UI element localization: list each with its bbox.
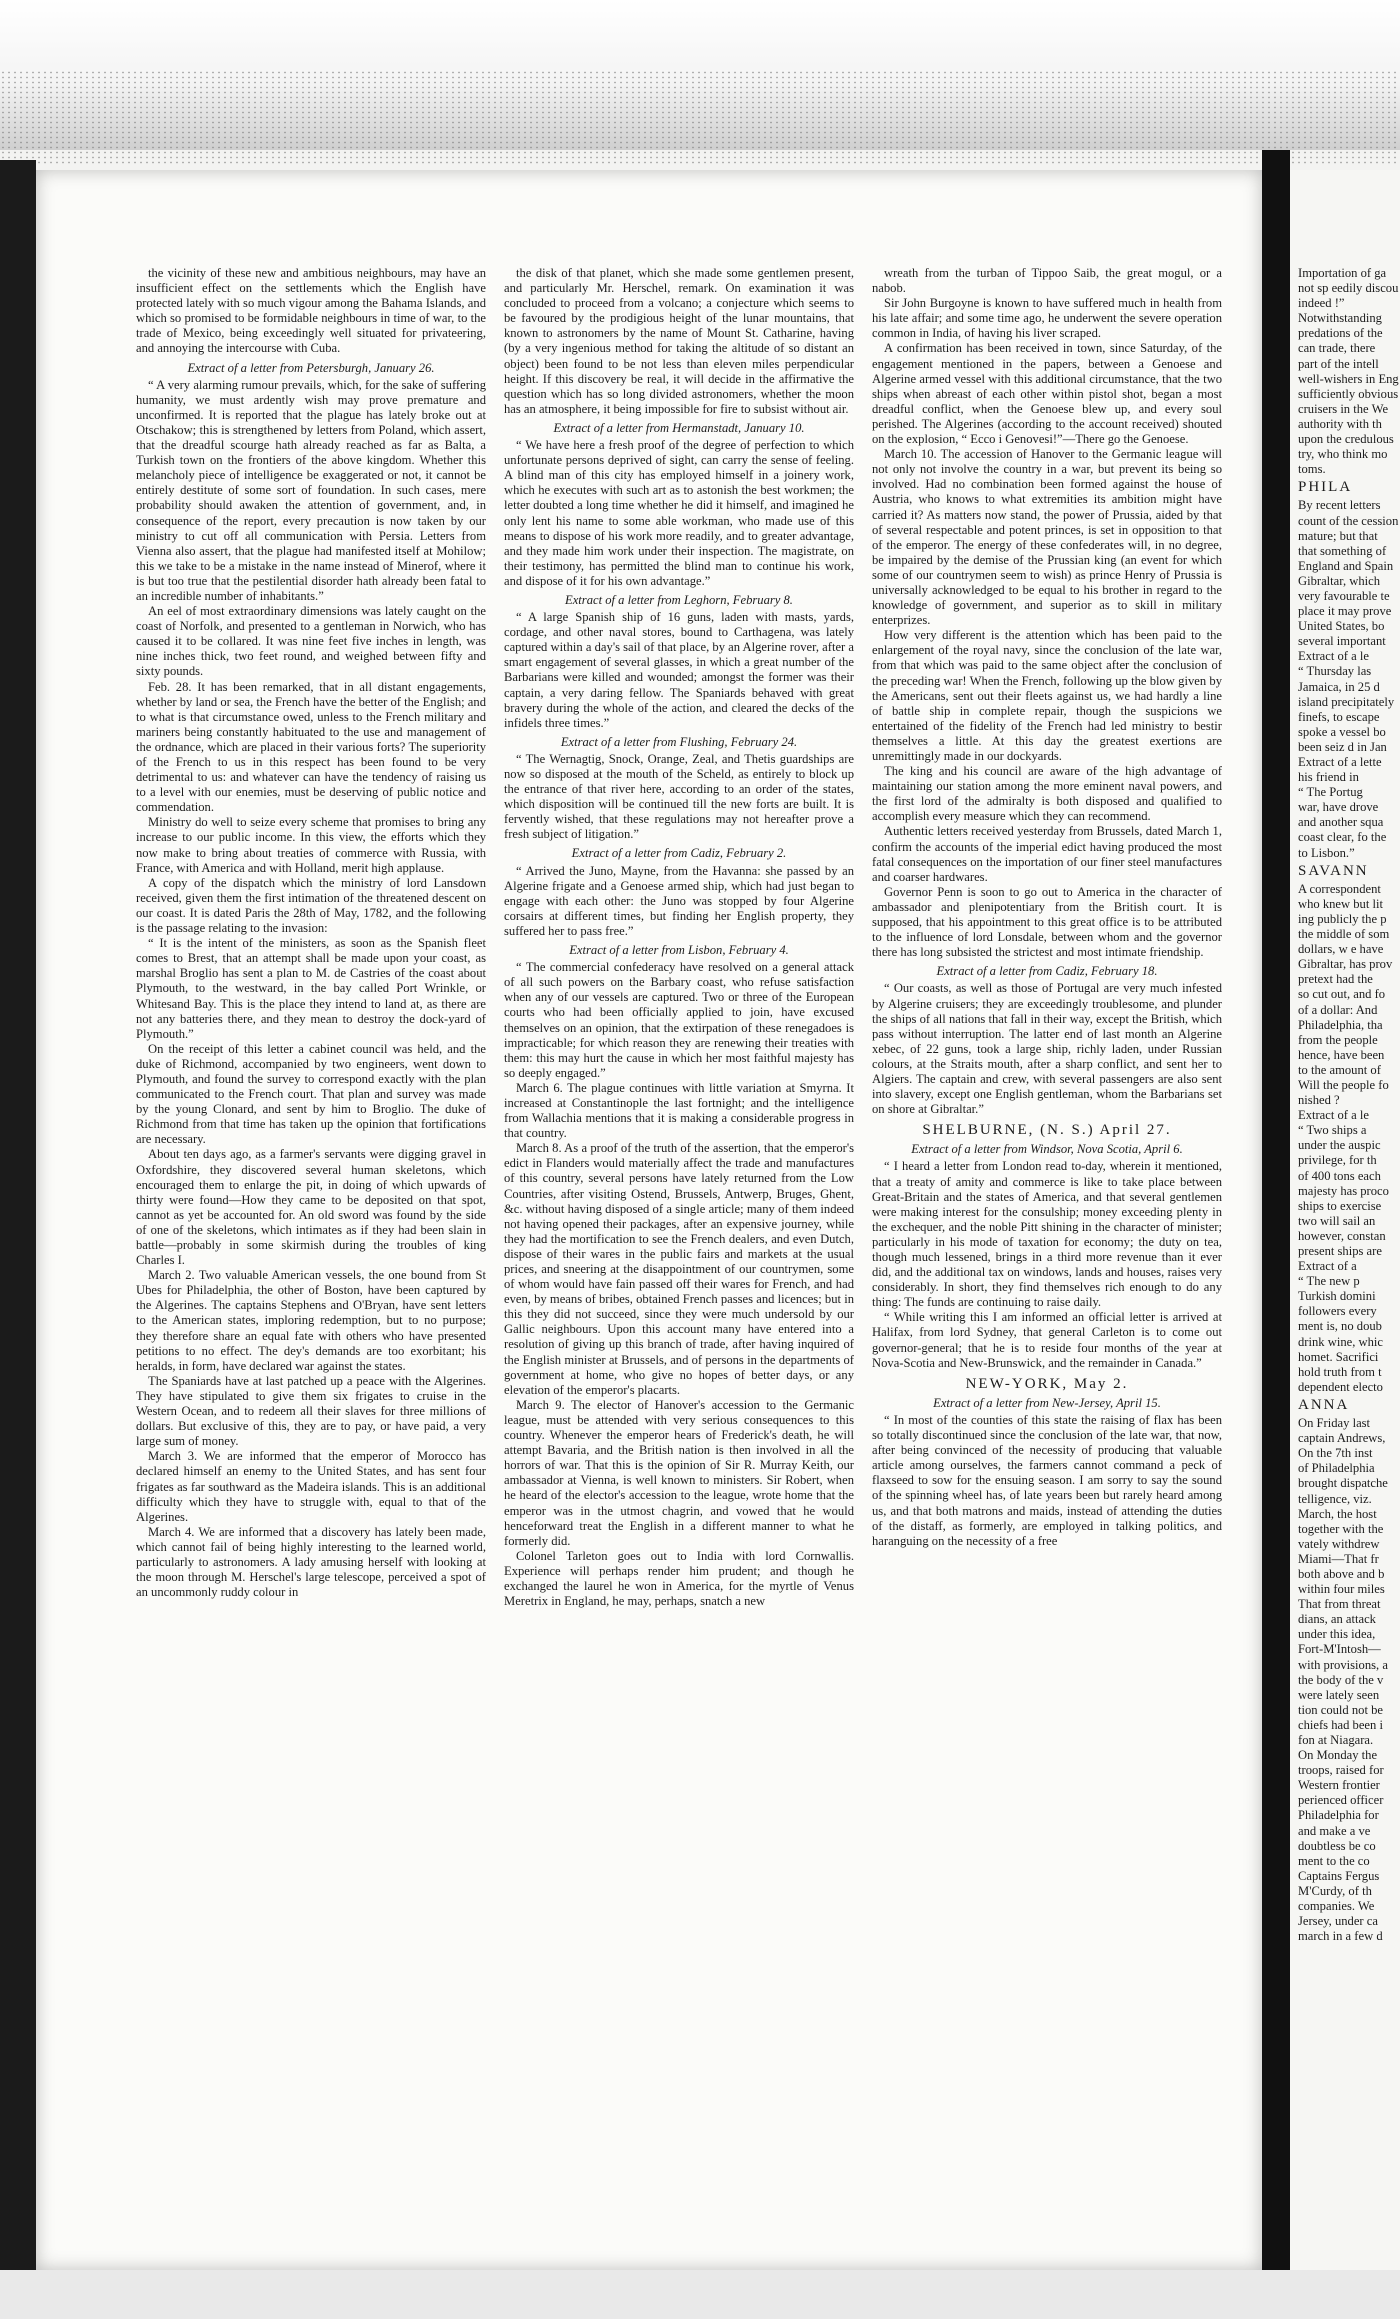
column-1 [136, 266, 486, 2250]
fragment-line: two will sail an [1298, 1213, 1376, 1228]
fragment-line: of 400 tons each [1298, 1168, 1381, 1183]
article-paragraph: “ The Wernagtig, Snock, Orange, Zeal, and Thetis guardships are now so disposed at the mouth of the Scheld, as entirely to block up the entrance of that river here, according to an order of the states, which disposition will be continued till the new forts are built. It is fervently wished, that these regulations may not hereafter prove a fresh subject of litigation.” [504, 751, 854, 842]
fragment-line: companies. We [1298, 1899, 1375, 1914]
article-paragraph: “ The commercial confederacy have resolved on a general attack of all such powers on the Barbary coast, who refuse satisfaction when any of our vessels are captured. Two or three of the European courts who had been officially applied to join, have excused themselves on an opinion, that the extirpation of these renegadoes is impracticable; for which reason they are renewing their treaties with them: this may hurt the cause in which her most faithful majesty has so deeply engaged.” [504, 960, 854, 1080]
fragment-line: were lately seen [1298, 1687, 1380, 1702]
fragment-line: to the amount of [1298, 1062, 1381, 1077]
fragment-line: present ships are [1298, 1244, 1382, 1258]
article-paragraph: “ We have here a fresh proof of the degree of perfection to which unfortunate persons deprived of sight, can carry the sense of feeling. A blind man of this city has employed himself in a joinery work, which he executes with such art as to astonish the best workmen; the letter doubted a long time whether he did it himself, and imagined he only lent his name to some able workman, who made use of this means to dispose of his work more readily, and to greater advantage, and they made him work under their inspection. The magistrate, on their testimony, has permitted the blind man to continue his work, and dispose of it for his own advantage.” [504, 438, 854, 588]
scan-left-edge [0, 160, 36, 2270]
fragment-line: Fort-M'Intosh— [1298, 1642, 1381, 1657]
fragment-line: dependent electo [1298, 1379, 1383, 1394]
article-paragraph: Sir John Burgoyne is known to have suffered much in health from his late affair; and some time ago, he underwent the severe operation common in India, of having his liver scraped. [872, 296, 1222, 341]
fragment-line: war, have drove [1298, 800, 1379, 815]
fragment-line: fon at Niagara. [1298, 1733, 1374, 1747]
fragment-line: majesty has proco [1298, 1183, 1389, 1198]
article-paragraph: “ It is the intent of the ministers, as soon as the Spanish fleet comes to Brest, that an attempt shall be made upon your coast, as marshal Broglio has sent a plan to M. de Castries of the coast about Plymouth, to the westward, in the bay called Port Wrinkle, or Whitesand Bay. This is the place they intend to land at, as there are not any batteries there, and they mean to destroy the dock-yard of Plymouth.” [136, 936, 486, 1041]
fragment-line: under the auspic [1298, 1138, 1381, 1153]
article-paragraph: “ Our coasts, as well as those of Portugal are very much infested by Algerine cruisers; they are exceedingly troublesome, and plunder the ships of all nations that fall in their way, except the British, which pass without interruption. The latter end of last month an Algerine xebec, of 22 guns, took a large ship, richly laden, under Russian colours, at the Straits mouth, after a sharp conflict, and sent her to Algiers. The captain and crew, with several passengers are also sent into slavery, except one English gentleman, whom the Barbarians set on shore at Gibraltar.” [872, 981, 1222, 1117]
column-2 [504, 266, 854, 2250]
fragment-line: brought dispatche [1298, 1476, 1388, 1491]
fragment-line: Miami—That fr [1298, 1551, 1379, 1566]
fragment-line: well-wishers in Eng [1298, 371, 1399, 386]
fragment-line: to Lisbon.” [1298, 845, 1355, 860]
fragment-line: dollars, w e have [1298, 942, 1384, 957]
fragment-line: finefs, to escape [1298, 709, 1380, 724]
fragment-line: within four miles [1298, 1582, 1385, 1597]
article-paragraph: On the receipt of this letter a cabinet council was held, and the duke of Richmond, accompanied by two engineers, went down to Plymouth, and found the survey to correspond exactly with the plan communicated to the French court. That plan and survey was made by the young Clonard, and sent by him to Broglio. The duke of Richmond from that time has taken up the opinion that fortifications are necessary. [136, 1041, 486, 1147]
fragment-line: upon the credulous [1298, 432, 1394, 447]
fragment-line: the middle of som [1298, 927, 1390, 942]
fragment-line: nished ? [1298, 1093, 1340, 1108]
fragment-line: perienced officer [1298, 1793, 1384, 1808]
article-paragraph: The king and his council are aware of the high advantage of maintaining our station among the more eminent naval powers, and the first lord of the admiralty is both disposed and qualified to accomplish every measure which they can recommend. [872, 764, 1222, 824]
fragment-line: Turkish domini [1298, 1289, 1376, 1304]
fragment-line: hold truth from t [1298, 1364, 1382, 1379]
extract-heading: Extract of a letter from Petersburgh, January 26. [187, 360, 435, 375]
fragment-line: of Philadelphia [1298, 1461, 1375, 1476]
article-paragraph: the disk of that planet, which she made some gentlemen present, and particularly Mr. Herschel, remark. On examination it was concluded to proceed from a volcano; a conjecture which seems to be favoured by the prodigious height of the lunar mountains, that known to astronomers by the name of Mount St. Catharine, having (by a very ingenious method for taking the altitude of so distant an object) been found to be not less than eleven miles perpendicular height. If this discovery be real, it will decide in the affirmative the question which has so long divided astronomers, whether the moon has an atmosphere, it being impossible for fire to subsist without air. [504, 266, 854, 416]
fragment-line: Philadelphia for [1298, 1808, 1379, 1823]
article-paragraph: How very different is the attention which has been paid to the enlargement of the royal navy, since the conclusion of the late war, from that which was paid to the same object after the conclusion of the preceding war! When the French, following up the blow given by the Americans, sent out their fleets against us, we had hardly a line of battle ship in complete repair, though the suspicions we entertained of the fidelity of the French had led ministry to bestir themselves a little. At this day the greatest exertions are unremittingly made in our dockyards. [872, 628, 1222, 763]
fragment-line: can trade, there [1298, 341, 1376, 356]
fragment-line: Philadelphia, tha [1298, 1017, 1383, 1032]
article-paragraph: Colonel Tarleton goes out to India with lord Cornwallis. Experience will perhaps render him prudent; and though he exchanged the laurel he won in America, for the myrtle of Venus Meretrix in England, he may, perhaps, snatch a new [504, 1548, 854, 1609]
fragment-line: followers every [1298, 1304, 1377, 1319]
fragment-line: ships to exercise [1298, 1198, 1382, 1213]
fragment-line: try, who think mo [1298, 447, 1388, 462]
fragment-line: privilege, for th [1298, 1153, 1377, 1168]
article-paragraph: March 2. Two valuable American vessels, the one bound from St Ubes for Philadelphia, the other of Boston, have been captured by the Algerines. The captains Stephens and O'Bryan, have sent letters to the American states, imploring redemption, but to no purpose; they therefore share an equal fate with others who have presented petitions to no effect. The dey's demands are too exorbitant; his heralds, in form, have declared war against the states. [136, 1268, 486, 1373]
fragment-line: however, constan [1298, 1228, 1386, 1243]
fragment-line: that something of [1298, 543, 1387, 558]
fragment-line: ment is, no doub [1298, 1319, 1382, 1334]
fragment-line: part of the intell [1298, 356, 1379, 371]
fragment-line: hence, have been [1298, 1047, 1385, 1062]
fragment-line: A correspondent [1298, 881, 1381, 896]
adjacent-page-edge [1290, 170, 1400, 2270]
fragment-line: count of the cession [1298, 513, 1399, 528]
extract-heading: Extract of a letter from Flushing, February 24. [560, 734, 798, 749]
fragment-line: Importation of ga [1298, 266, 1387, 280]
fragment-line: “ Thursday las [1298, 664, 1372, 679]
fragment-line: not sp eedily discou [1298, 281, 1399, 296]
fragment-line: pretext had the [1298, 972, 1373, 987]
fragment-line: Extract of a le [1298, 649, 1369, 664]
fragment-line: toms. [1298, 462, 1326, 477]
fragment-line: authority with th [1298, 416, 1382, 431]
fragment-line: vately withdrew [1298, 1536, 1380, 1551]
fragment-line: march in a few d [1298, 1929, 1383, 1944]
extract-heading: Extract of a letter from Cadiz, February 18. [936, 964, 1158, 979]
article-paragraph: A copy of the dispatch which the ministry of lord Lansdown received, given them the first intimation of the threatened descent on our coast. It is dated Paris the 28th of May, 1782, and the following is the passage relating to the invasion: [136, 875, 486, 936]
fragment-line: chiefs had been i [1298, 1717, 1383, 1732]
fragment-line: Captains Fergus [1298, 1868, 1380, 1883]
fragment-line: United States, bo [1298, 619, 1385, 634]
extract-heading: Extract of a letter from Leghorn, February 8. [565, 592, 793, 607]
fragment-line: both above and b [1298, 1566, 1385, 1581]
fragment-line: On Monday the [1298, 1748, 1378, 1763]
fragment-line: “ The Portug [1298, 785, 1363, 800]
fragment-line: PHILA [1298, 479, 1353, 496]
fragment-line: spoke a vessel bo [1298, 724, 1386, 739]
fragment-line: On Friday last [1298, 1416, 1371, 1431]
fragment-line: “ Two ships a [1298, 1123, 1367, 1138]
fragment-line: of a dollar: And [1298, 1002, 1378, 1017]
fragment-line: Extract of a le [1298, 1108, 1369, 1123]
article-paragraph: March 9. The elector of Hanover's accession to the Germanic league, must be attended with very serious consequences to this country. Whenever the emperor hears of Frederick's death, he will attempt Bavaria, and the British nation is then involved in all the horrors of war. That this is the opinion of Sir R. Murray Keith, our ambassador at Vienna, is well known to ministers. Sir Robert, when he heard of the elector's accession to the league, wrote home that the emperor was in the utmost chagrin, and vowed that he would henceforward treat the English in a different manner to what he formerly did. [504, 1397, 854, 1548]
binding-gutter [1262, 150, 1290, 2275]
fragment-line: Will the people fo [1298, 1077, 1389, 1092]
fragment-line: and make a ve [1298, 1823, 1371, 1838]
article-paragraph: “ A large Spanish ship of 16 guns, laden with masts, yards, cordage, and other naval stores, bound to Carthagena, was lately captured within a day's sail of that place, by an Algerine rover, after a smart engagement of several glasses, in which a great number of the Barbarians were killed and wounded; amongst the former was their captain, a very daring fellow. The Spaniards behaved with great bravery during the whole of the action, and cleared the decks of the infidels three times.” [504, 610, 854, 730]
article-paragraph: A confirmation has been received in town, since Saturday, of the engagement mentioned in the papers, between a Genoese and Algerine armed vessel with this additional circumstance, that the two ships when abreast of each other within pistol shot, began a most dreadful conflict, when the Genoese blew up, and every soul perished. The Algerines (according to the account received) shouted on the explosion, “ Ecco i Genovesi!”—There go the Genoese. [872, 341, 1222, 447]
fragment-line: with provisions, a [1298, 1657, 1388, 1672]
fragment-line: dians, an attack [1298, 1612, 1376, 1627]
fragment-line: the body of the v [1298, 1672, 1384, 1687]
fragment-line: Notwithstanding [1298, 311, 1382, 326]
article-paragraph: “ A very alarming rumour prevails, which, for the sake of suffering humanity, we must ardently wish may prove premature and unconfirmed. It is reported that the plague has lately broke out at Otschakow; this is strengthened by letters from Poland, which assert, that the dreadful scourge hath already reached as far as Balta, a Turkish town on the frontiers of the above kingdom. Whether this melancholy piece of intelligence be exaggerated or not, it cannot be entirely destitute of some sort of foundation. In such cases, mere probability should awaken the attention of government, and, in consequence of the report, every precaution is now taken by our ministry to cut off all communication with Persia. Letters from Vienna also assert, that the plague had manifested itself at Mohilow; this we take to be a mistake in the name instead of Minerof, where it is but too true that the pestilential disorder hath already been fatal to an incredible number of inhabitants.” [136, 377, 486, 603]
fragment-line: so cut out, and fo [1298, 987, 1386, 1002]
fragment-line: under this idea, [1298, 1627, 1376, 1642]
fragment-line: M'Curdy, of th [1298, 1883, 1372, 1898]
fragment-line: tion could not be [1298, 1702, 1383, 1717]
fragment-line: Jersey, under ca [1298, 1914, 1378, 1929]
fragment-line: together with the [1298, 1521, 1384, 1536]
fragment-line: been seiz d in Jan [1298, 739, 1387, 754]
fragment-line: telligence, viz. [1298, 1491, 1372, 1506]
fragment-line: England and Spain [1298, 558, 1394, 573]
fragment-line: cruisers in the We [1298, 401, 1389, 416]
fragment-line: ANNA [1298, 1396, 1350, 1413]
article-paragraph: Feb. 28. It has been remarked, that in all distant engagements, whether by land or sea, the French have the better of the English; and to what is that circumstance owed, unless to the French military and mariners being constantly habituated to the use and management of the ordnance, which are placed in their various forts? The superiority of the French to us in this respect has been found to be very detrimental to us: and whatever can have the tendency of raising us to a level with our enemies, must be deserving of public notice and commendation. [136, 679, 486, 815]
dateline-heading: NEW-YORK, May 2. [965, 1375, 1129, 1392]
scan-bottom-margin [0, 2270, 1400, 2319]
fragment-line: Jamaica, in 25 d [1298, 679, 1380, 694]
fragment-line: sufficiently obvious [1298, 386, 1399, 401]
fragment-line: his friend in [1298, 770, 1359, 785]
fragment-line: “ The new p [1298, 1274, 1360, 1289]
fragment-line: homet. Sacrifici [1298, 1349, 1379, 1364]
fragment-line: very favourable te [1298, 588, 1390, 603]
article-paragraph: March 10. The accession of Hanover to the Germanic league will not only not involve the country in a war, but prevent its being so involved. Had no combination been formed against the house of Austria, who knows to what extremities its ambition might have carried it? As matters now stand, the power of Prussia, aided by that of several respectable and potent princes, is set in opposition to that of the emperor. The energy of these confederates will, in no degree, be impaired by the demise of the Prussian king (an event for which some of our countrymen seem to wish) as prince Henry of Prussia is universally acknowledged to be equal to his brother in regard to the knowledge of government, and superior as to skill in military enterprizes. [872, 447, 1222, 628]
fragment-line: Gibraltar, has prov [1298, 957, 1393, 972]
fragment-line: troops, raised for [1298, 1763, 1384, 1778]
article-paragraph: March 8. As a proof of the truth of the assertion, that the emperor's edict in Flanders would materially affect the trade and manufactures of this country, several persons have lately returned from the Low Countries, after visiting Ostend, Brussels, Antwerp, Bruges, Ghent, &c. without having disposed of a single article; many of them indeed not having opened their packages, after an expensive journey, while they had the mortification to see the French dealers, and even Dutch, dispose of their wares in the public fairs and markets at the usual prices, and sneering at the disappointment of our countrymen, some of whom would have fain passed off their wares for French, and had even, by means of bribes, obtained French passes and licences; but in this they did not succeed, since they were much undersold by our Gallic neighbours. Upon this account many have entered into a resolution of giving up this branch of trade, after having inquired of the English minister at Brussels, and of persons in the departments of government at home, who give no hopes of better days, or any elevation of the emperor's placarts. [504, 1141, 854, 1397]
extract-heading: Extract of a letter from Lisbon, February 4. [569, 943, 789, 958]
fragment-line: predations of the [1298, 326, 1383, 341]
fragment-line: and another squa [1298, 815, 1384, 830]
extract-heading: Extract of a letter from Windsor, Nova Scotia, April 6. [911, 1142, 1183, 1157]
fragment-line: By recent letters [1298, 498, 1381, 513]
fragment-line: Gibraltar, which [1298, 573, 1381, 588]
fragment-line: doubtless be co [1298, 1838, 1376, 1853]
fragment-line: Extract of a lette [1298, 755, 1382, 769]
extract-heading: Extract of a letter from Cadiz, February 2. [571, 846, 787, 861]
article-paragraph: the vicinity of these new and ambitious neighbours, may have an insufficient effect on the settlements which the English have protected lately with so much vigour among the Bahama Islands, and which so promised to be formidable neighbours in time of war, to the trade of Mexico, being exceedingly well situated for privateering, and annoying the intercourse with Cuba. [136, 266, 486, 356]
fragment-line: drink wine, whic [1298, 1334, 1383, 1349]
fragment-line: place it may prove [1298, 604, 1392, 619]
fragment-line: That from threat [1298, 1597, 1381, 1612]
fragment-line: indeed !” [1298, 296, 1345, 311]
column-3 [872, 266, 1222, 2250]
fragment-line: March, the host [1298, 1506, 1377, 1521]
fragment-line: Western frontier [1298, 1778, 1380, 1793]
fragment-line: several important [1298, 634, 1386, 649]
fragment-line: who knew but lit [1298, 896, 1384, 911]
fragment-line: captain Andrews, [1298, 1431, 1386, 1446]
extract-heading: Extract of a letter from New-Jersey, April 15. [933, 1395, 1161, 1410]
fragment-line: island precipitately [1298, 694, 1395, 709]
fragment-line: SAVANN [1298, 862, 1369, 879]
article-paragraph: “ In most of the counties of this state the raising of flax has been so totally discontinued since the conclusion of the late war, that now, after being convinced of the necessity of producing that valuable article among ourselves, the farmers cannot command a peck of flaxseed to sow for the ensuing season. I am sorry to say the sound of the spinning wheel has, of late years been but rarely heard among us, and that both matrons and maids, instead of attending the duties of the distaff, as formerly, are employed in talking politics, and haranguing on the necessity of a free [872, 1412, 1222, 1548]
dateline-heading: SHELBURNE, (N. S.) April 27. [922, 1122, 1172, 1139]
fragment-line: ment to the co [1298, 1853, 1370, 1868]
fragment-line: Extract of a [1298, 1259, 1357, 1274]
article-paragraph: Governor Penn is soon to go out to America in the character of ambassador and plenipotentiary from the British court. It is supposed, that his appointment to this great office is to be attributed to the influence of lord Lonsdale, between whom and the governor there has long subsisted the strictest and most intimate friendship. [872, 884, 1222, 960]
article-paragraph: About ten days ago, as a farmer's servants were digging gravel in Oxfordshire, they discovered several human skeletons, which encouraged them to enlarge the pit, in doing of which upwards of thirty were found—How they came to be deposited on that spot, cannot as yet be accounted for. An old sword was found by the side of one of the skeletons, which intimates as if they had been slain in battle—probably in some skirmish during the troubles of king Charles I. [136, 1147, 486, 1268]
article-paragraph: March 3. We are informed that the emperor of Morocco has declared himself an enemy to the United States, and has sent four frigates as far southward as the Madeira islands. This is an additional difficulty which they have to struggle with, equal to that of the Algerines. [136, 1449, 486, 1524]
fragment-line: ing publicly the p [1298, 911, 1387, 926]
article-paragraph: An eel of most extraordinary dimensions was lately caught on the coast of Norfolk, and presented to a gentleman in Norwich, who has caused it to be collared. It was nine feet five inches in length, was nine inches thick, two feet round, and weighed between fifty and sixty pounds. [136, 604, 486, 679]
article-paragraph: The Spaniards have at last patched up a peace with the Algerines. They have stipulated to give them six frigates to cruise in the Western Ocean, and to redeem all their slaves for three millions of dollars. But exclusive of this, they are to pay, or have paid, a very large sum of money. [136, 1373, 486, 1449]
scan-noise-band [0, 70, 1400, 165]
extract-heading: Extract of a letter from Hermanstadt, January 10. [553, 420, 805, 435]
article-paragraph: wreath from the turban of Tippoo Saib, the great mogul, or a nabob. [872, 266, 1222, 296]
fragment-line: mature; but that [1298, 528, 1378, 543]
article-paragraph: “ While writing this I am informed an official letter is arrived at Halifax, from lord Sydney, that general Carleton is to come out governor-general; that he is to reside four months of the year at Nova-Scotia and New-Brunswick, and the remainder in Canada.” [872, 1310, 1222, 1370]
fragment-line: On the 7th inst [1298, 1446, 1373, 1461]
article-paragraph: “ I heard a letter from London read to-day, wherein it mentioned, that a treaty of amity and commerce is like to take place between Great-Britain and the states of America, and that several gentlemen were making interest for the consulship; money exceeding plenty in the exchequer, and the noble Pitt shining in the character of minister; particularly in his mode of taxation for economy; the duty on tea, though much lessened, brings in a third more revenue than it ever did, and the additional tax on windows, lands and houses, raises very considerably. In short, they find themselves rich enough to do any thing: The funds are continuing to raise daily. [872, 1159, 1222, 1310]
adjacent-page-fragments [1298, 266, 1400, 1944]
fragment-line: coast clear, fo the [1298, 830, 1387, 845]
article-paragraph: March 6. The plague continues with little variation at Smyrna. It increased at Constantinople the last fortnight; and the intelligence from Wallachia mentions that it is making a considerable progress in that country. [504, 1080, 854, 1141]
article-paragraph: March 4. We are informed that a discovery has lately been made, which cannot fail of being highly interesting to the learned world, particularly to astronomers. A lady amusing herself with looking at the moon through M. Herschel's large telescope, perceived a spot of an uncommonly ruddy colour in [136, 1524, 486, 1600]
article-paragraph: “ Arrived the Juno, Mayne, from the Havanna: she passed by an Algerine frigate and a Genoese armed ship, which had just began to engage with each other: the Juno was stopped by four Algerine corsairs at different times, but finding her English property, they suffered her to pass free.” [504, 863, 854, 938]
fragment-line: from the people [1298, 1032, 1378, 1047]
article-paragraph: Authentic letters received yesterday from Brussels, dated March 1, confirm the accounts of the imperial edict having produced the most fatal consequences on the importation of our finer steel manufactures and coarser hardwares. [872, 824, 1222, 884]
article-paragraph: Ministry do well to seize every scheme that promises to bring any increase to our public income. In this view, the efforts which they now make to bring about treaties of commerce with Russia, with France, with America and with Holland, merit high applause. [136, 815, 486, 875]
newspaper-page [36, 170, 1262, 2270]
